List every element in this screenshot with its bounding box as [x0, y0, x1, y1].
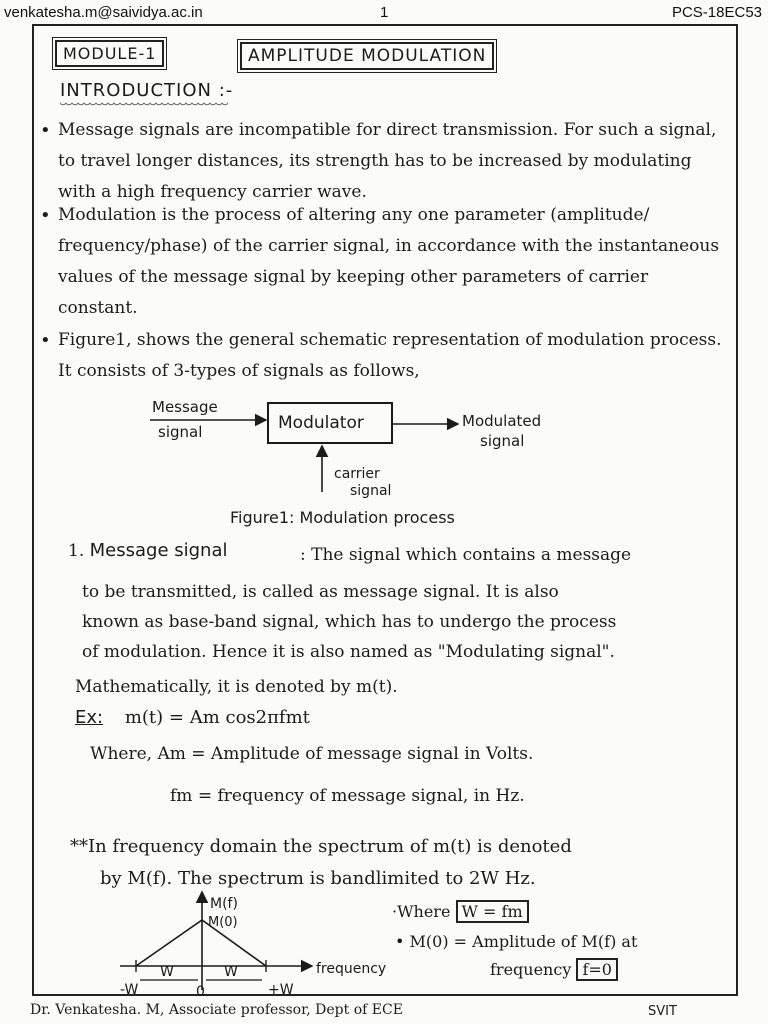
m0-text: M(0) = Amplitude of M(f) at — [409, 932, 638, 951]
input-label-line1: Message — [152, 398, 218, 416]
footer-author: Dr. Venkatesha. M, Associate professor, Dept of ECE — [30, 1002, 403, 1018]
tick-label-zero: 0 — [196, 984, 205, 1000]
tick-label-plus-w: +W — [268, 982, 294, 998]
course-code: PCS-18EC53 — [671, 4, 762, 21]
input-label-line2: signal — [158, 423, 203, 441]
bullet-dot: • — [40, 120, 51, 141]
module-label: MODULE-1 — [55, 40, 164, 67]
m0-note-line2 — [490, 958, 618, 981]
footer-institute: SVIT — [648, 1004, 677, 1019]
where-line: fm = frequency of message signal, in Hz. — [170, 786, 525, 806]
y-axis-label: M(f) — [210, 896, 238, 912]
example-label: Ex: — [75, 707, 104, 728]
message-text-line: Mathematically, it is denoted by m(t). — [75, 677, 398, 697]
boxed-equation: W = fm — [456, 900, 529, 923]
equation-text: m(t) = Am cos2πfmt — [124, 707, 310, 728]
bullet-text: Figure1, shows the general schematic representation of modulation process. It consists of 3-types of signals as follows, — [58, 330, 722, 381]
x-axis-label: frequency — [316, 961, 387, 977]
message-text-line: to be transmitted, is called as message signal. It is also — [82, 582, 559, 602]
bullet-item — [40, 115, 730, 208]
where-line: Where, Am = Amplitude of message signal in Volts. — [90, 744, 534, 764]
message-text-line: known as base-band signal, which has to undergo the process — [82, 612, 617, 632]
span-label-left: W — [160, 964, 174, 980]
author-email: venkatesha.m@saividya.ac.in — [4, 4, 203, 21]
heading-underline — [60, 102, 228, 108]
message-text-line: of modulation. Hence it is also named as "Modulating signal". — [82, 642, 615, 662]
output-label-line1: Modulated — [462, 412, 542, 430]
boxed-frequency: f=0 — [576, 958, 618, 981]
item-number: 1. — [68, 541, 85, 561]
m0-text-2: frequency — [490, 960, 572, 979]
figure-caption: Figure1: Modulation process — [230, 508, 455, 527]
page-title: AMPLITUDE MODULATION — [240, 42, 494, 70]
bullet-dot: • — [40, 330, 51, 351]
bullet-dot: • — [40, 205, 51, 226]
section-heading: INTRODUCTION :- — [60, 80, 234, 101]
carrier-label-line1: carrier — [334, 466, 380, 482]
where-prefix: ·Where — [392, 902, 451, 921]
bullet-item — [40, 200, 730, 324]
frequency-note-line: **In frequency domain the spectrum of m(t) is denoted — [70, 836, 572, 857]
message-text-line: : The signal which contains a message — [300, 545, 632, 565]
peak-label: M(0) — [208, 915, 238, 930]
bullet-text: Message signals are incompatible for direct transmission. For such a signal, to travel longer distances, its strength has to be increased by modulating with a high frequency carrier wave. — [58, 120, 717, 202]
carrier-label-line2: signal — [350, 483, 392, 499]
page-header — [0, 0, 768, 24]
span-label-right: W — [224, 964, 238, 980]
tick-label-minus-w: -W — [120, 982, 139, 998]
page-number: 1 — [380, 4, 389, 21]
bullet-text: Modulation is the process of altering any one parameter (amplitude/ frequency/phase) of the carrier signal, in accordance with the instantaneous values of the message signal by keeping other parameters of carrier constant. — [58, 205, 720, 318]
where-note — [392, 900, 529, 923]
modulator-label: Modulator — [278, 413, 364, 433]
frequency-note-line: by M(f). The spectrum is bandlimited to 2W Hz. — [100, 868, 536, 889]
m0-note: • M(0) = Amplitude of M(f) at — [395, 932, 638, 951]
message-signal-heading — [68, 540, 228, 561]
message-signal-title: Message signal — [89, 540, 228, 561]
output-label-line2: signal — [480, 432, 525, 450]
example-equation — [75, 707, 310, 728]
bullet-item — [40, 325, 730, 387]
